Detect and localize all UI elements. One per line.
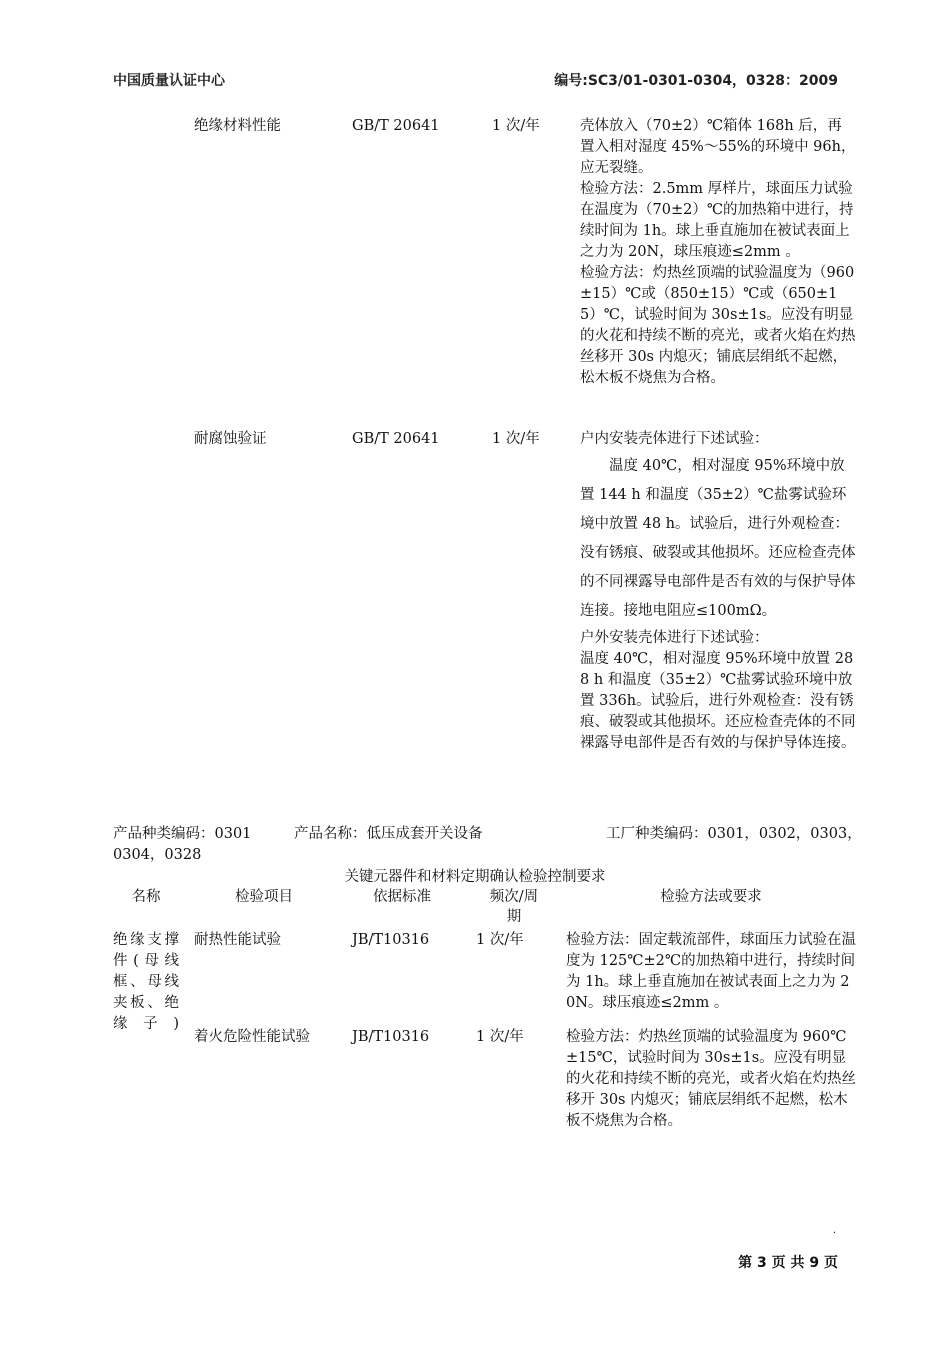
method-paragraph-indoor: 温度 40℃，相对湿度 95%环境中放置 144 h 和温度（35±2）℃盐雾试验环境中放置 48 h。试验后，进行外观检查：没有锈痕、破裂或其他损坏。还应检查壳体的不同裸露导电部件是否有效的与保护导体连接。接地电阻应≤100mΩ。	[580, 458, 856, 619]
component-name: 绝缘支撑件(母线框、母线夹板、绝缘子)	[113, 932, 179, 1032]
factory-category-code: 工厂种类编码：0301，0302，0303，	[606, 826, 862, 842]
method-cell	[580, 429, 856, 754]
frequency-cell: 1 次/年	[476, 932, 524, 948]
table-title: 关键元器件和材料定期确认检验控制要求	[344, 869, 606, 885]
header-frequency-line1: 频次/周	[489, 889, 539, 905]
frequency-cell: 1 次/年	[492, 431, 540, 447]
method-cell: 检验方法：固定载流部件，球面压力试验在温度为 125℃±2℃的加热箱中进行，持续时间为 1h。球上垂直施加在被试表面上之力为 20N。球压痕迹≤2mm 。	[566, 932, 856, 1011]
document-code: 编号:SC3/01-0301-0304，0328：2009	[554, 73, 838, 89]
header-frequency-line2: 期	[506, 909, 522, 925]
item-insulation-material: 绝缘材料性能	[194, 118, 281, 134]
item-corrosion: 耐腐蚀验证	[194, 431, 267, 447]
factory-category-code-cont: 0304，0328	[113, 847, 202, 863]
method-paragraph: 户内安装壳体进行下述试验：	[580, 431, 769, 447]
header-name: 名称	[131, 889, 161, 905]
method-paragraph: 壳体放入（70±2）℃箱体 168h 后，再置入相对湿度 45%～55%的环境中 96h，应无裂缝。	[580, 118, 856, 176]
header-method: 检验方法或要求	[660, 889, 762, 905]
standard-cell: GB/T 20641	[352, 431, 440, 447]
standard-cell: GB/T 20641	[352, 118, 440, 134]
page-number: 第 3 页 共 9 页	[738, 1255, 838, 1271]
item-fire-hazard: 着火危险性能试验	[194, 1029, 310, 1045]
frequency-cell: 1 次/年	[476, 1029, 524, 1045]
method-paragraph-outdoor: 温度 40℃，相对湿度 95%环境中放置 288 h 和温度（35±2）℃盐雾试验环境中放置 336h。试验后，进行外观检查：没有锈痕、破裂或其他损坏。还应检查壳体的不同裸露导电部件是否有效的与保护导体连接。	[580, 651, 856, 751]
product-name: 产品名称：低压成套开关设备	[294, 826, 483, 842]
header-frequency	[472, 887, 556, 927]
method-cell	[580, 116, 856, 389]
header-standard: 依据标准	[373, 889, 431, 905]
standard-cell: JB/T10316	[352, 1029, 430, 1045]
footer-dot: .	[832, 1225, 836, 1236]
frequency-cell: 1 次/年	[492, 118, 540, 134]
item-heat-resistance: 耐热性能试验	[194, 932, 281, 948]
method-cell: 检验方法：灼热丝顶端的试验温度为 960℃±15℃，试验时间为 30s±1s。应没有明显的火花和持续不断的亮光，或者火焰在灼热丝移开 30s 内熄灭；铺底层绢纸不起燃，松木板不烧焦为合格。	[566, 1029, 856, 1129]
method-paragraph: 检验方法：灼热丝顶端的试验温度为（960±15）℃或（850±15）℃或（650±15）℃，试验时间为 30s±1s。应没有明显的火花和持续不断的亮光，或者火焰在灼热丝移开 30s 内熄灭；铺底层绢纸不起燃，松木板不烧焦为合格。	[580, 265, 856, 386]
org-name: 中国质量认证中心	[113, 73, 225, 89]
standard-cell: JB/T10316	[352, 932, 430, 948]
method-paragraph: 检验方法：2.5mm 厚样片，球面压力试验在温度为（70±2）℃的加热箱中进行，持续时间为 1h。球上垂直施加在被试表面上之力为 20N，球压痕迹≤2mm 。	[580, 181, 854, 260]
header-item: 检验项目	[235, 889, 293, 905]
method-paragraph: 户外安装壳体进行下述试验：	[580, 630, 769, 646]
product-category-code: 产品种类编码：0301	[113, 826, 252, 842]
